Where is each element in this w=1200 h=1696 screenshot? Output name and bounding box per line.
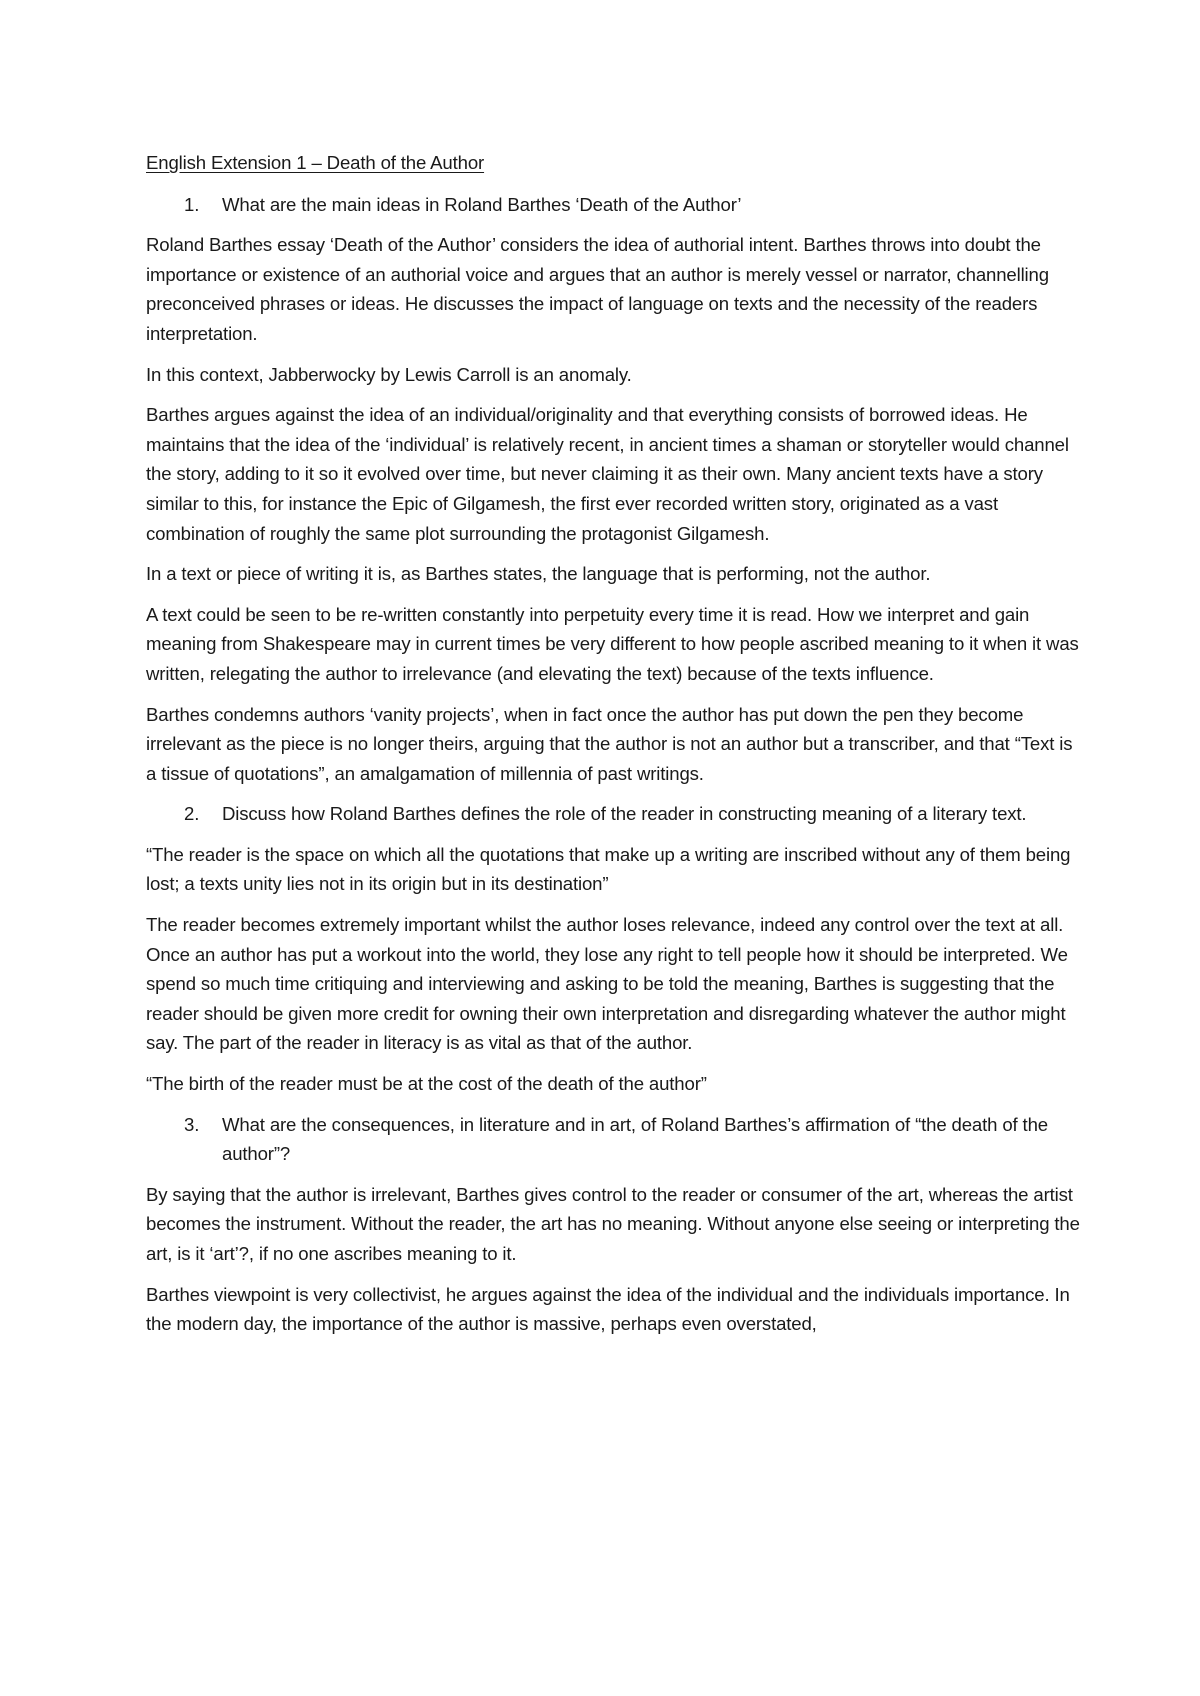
question-2 [146, 799, 1080, 829]
quote-paragraph: “The birth of the reader must be at the cost of the death of the author” [146, 1073, 707, 1095]
question-2-number: 2. [184, 803, 200, 825]
paragraph: Barthes condemns authors ‘vanity projects’, when in fact once the author has put down the pen they become irrelevant as the piece is no longer theirs, arguing that the author is not an author but a transcriber, and that “Text is a tissue of quotations”, an amalgamation of millennia of past writings. [146, 703, 1073, 784]
paragraph: In a text or piece of writing it is, as Barthes states, the language that is performing, not the author. [146, 563, 931, 585]
question-1-number: 1. [184, 193, 200, 215]
question-1-text: What are the main ideas in Roland Barthes ‘Death of the Author’ [222, 193, 742, 215]
paragraph: By saying that the author is irrelevant, Barthes gives control to the reader or consumer of the art, whereas the artist becomes the instrument. Without the reader, the art has no meaning. Without anyone else seeing or interpreting the art, is it ‘art’?, if no one ascribes meaning to it. [146, 1183, 1080, 1264]
paragraph: A text could be seen to be re-written constantly into perpetuity every time it is read. How we interpret and gain meaning from Shakespeare may in current times be very different to how people ascribed meaning to it when it was written, relegating the author to irrelevance (and elevating the text) because of the texts influence. [146, 603, 1079, 684]
paragraph: Barthes viewpoint is very collectivist, he argues against the idea of the individual and the individuals importance. In the modern day, the importance of the author is massive, perhaps even overstated, [146, 1283, 1070, 1335]
paragraph: The reader becomes extremely important whilst the author loses relevance, indeed any control over the text at all. Once an author has put a workout into the world, they lose any right to tell people how it should be interpreted. We spend so much time critiquing and interviewing and asking to be told the meaning, Barthes is suggesting that the reader should be given more credit for owning their own interpretation and disregarding whatever the author might say. The part of the reader in literacy is as vital as that of the author. [146, 914, 1068, 1054]
paragraph: Barthes argues against the idea of an individual/originality and that everything consists of borrowed ideas. He maintains that the idea of the ‘individual’ is relatively recent, in ancient times a shaman or storyteller would channel the story, adding to it so it evolved over time, but never claiming it as their own. Many ancient texts have a story similar to this, for instance the Epic of Gilgamesh, the first ever recorded written story, originated as a vast combination of roughly the same plot surrounding the protagonist Gilgamesh. [146, 404, 1069, 544]
question-3-text: What are the consequences, in literature and in art, of Roland Barthes’s affirmation of “the death of the author”? [222, 1113, 1048, 1165]
question-1 [146, 190, 1080, 220]
question-3 [146, 1110, 1080, 1169]
document-title: English Extension 1 – Death of the Author [146, 152, 485, 173]
question-3-number: 3. [184, 1113, 200, 1135]
question-2-text: Discuss how Roland Barthes defines the role of the reader in constructing meaning of a literary text. [222, 803, 1027, 825]
quote-paragraph: “The reader is the space on which all the quotations that make up a writing are inscribed without any of them being lost; a texts unity lies not in its origin but in its destination” [146, 843, 1071, 895]
paragraph: Roland Barthes essay ‘Death of the Author’ considers the idea of authorial intent. Barthes throws into doubt the importance or existence of an authorial voice and argues that an author is merely vessel or narrator, channelling preconceived phrases or ideas. He discusses the impact of language on texts and the necessity of the readers interpretation. [146, 234, 1049, 344]
paragraph: In this context, Jabberwocky by Lewis Carroll is an anomaly. [146, 363, 632, 385]
